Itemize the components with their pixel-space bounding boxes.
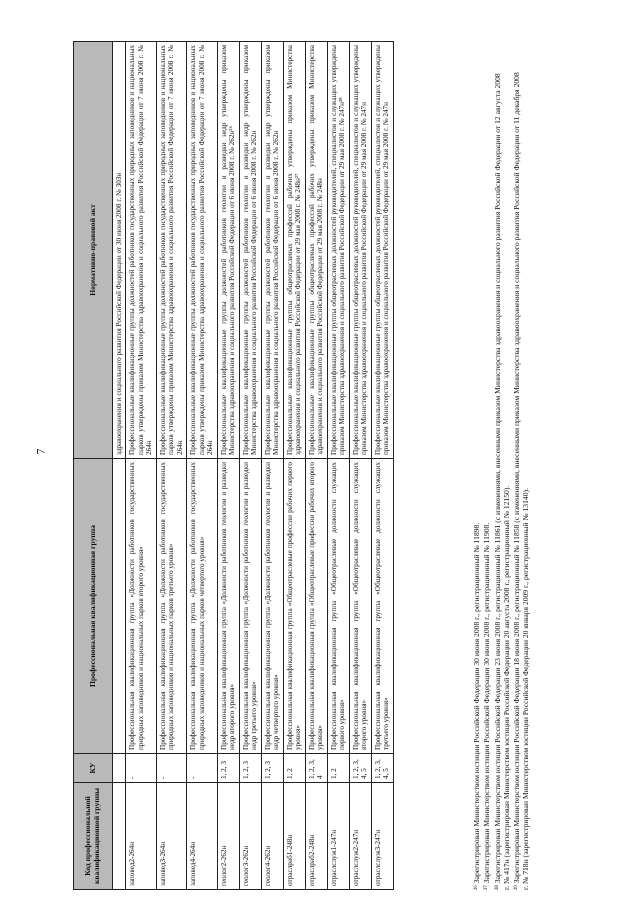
table-row — [113, 42, 126, 890]
table-body — [113, 42, 394, 890]
footnote: ²⁷ Зарегистрирован Министерством юстиции Российской Федерации 30 июня 2008 г., регистрационный № 11908. — [482, 522, 492, 890]
footnote: ²⁹ Зарегистрирован Министерством юстиции Российской Федерации 18 июня 2008 г., регистрационный № 11858 (с изменениями, внесенными приказом Министерства здравоохранения и социального развития Российской Федерации от 11 декабря 2008 г. № 718н (зарегистрирован Министерством юстиции Российской Федерации 20 января 2009 г., регистрационный № 13140). — [512, 72, 531, 890]
row-group: Профессиональная квалификационная группа «Общеотраслевые профессии рабочих второго уровня» — [305, 459, 327, 754]
row-act: Профессиональные квалификационные группы должностей работников геологии и разведки недр утверждены приказом Министерства здравоохранения и социального развития Российской Федерации от 6 июня 2008 г. № 262н — [239, 42, 261, 459]
table-row — [283, 42, 305, 890]
row-level — [113, 754, 126, 783]
row-act: Профессиональные квалификационные группы должностей работников государственных природных заповедников и национальных парков утверждены приказом Министерства здравоохранения и социального развития Российской Федерации от 7 июня 2008 г. № 264н — [156, 42, 186, 459]
row-code: отраслраб1-248н — [283, 783, 305, 890]
table-header-row — [74, 42, 113, 890]
table-row — [126, 42, 156, 890]
row-act: Профессиональные квалификационные группы общеотраслевых должностей руководителей, специалистов и служащих утверждены приказом Министерства здравоохранения и социального развития Российской Федерации от 29 мая 2008 г. № 247н — [371, 42, 393, 459]
row-group: Профессиональная квалификационная группа «Общеотраслевые должности служащих первого уровня» — [327, 459, 349, 754]
row-act: Профессиональные квалификационные группы должностей работников геологии и разведки недр утверждены приказом Министерства здравоохранения и социального развития Российской Федерации от 6 июня 2008 г. № 262н — [261, 42, 283, 459]
row-level: 1, 2, 3 — [217, 754, 239, 783]
row-code: заповед2-264н — [126, 783, 156, 890]
row-group: Профессиональная квалификационная группа «Общеотраслевые профессии рабочих первого уровня» — [283, 459, 305, 754]
row-code: отраслслуж1-247н — [327, 783, 349, 890]
row-code: геолог3-262н — [239, 783, 261, 890]
row-level: 1, 2, 3 — [261, 754, 283, 783]
row-act: Профессиональные квалификационные группы должностей работников геологии и разведки недр утверждены приказом Министерства здравоохранения и социального развития Российской Федерации от 6 июня 2008 г. № 262н²⁶ — [217, 42, 239, 459]
row-act: Профессиональные квалификационные группы должностей работников государственных природных заповедников и национальных парков утверждены приказом Министерства здравоохранения и социального развития Российской Федерации от 7 июня 2008 г. № 264н — [126, 42, 156, 459]
row-code: геолог2-262н — [217, 783, 239, 890]
row-group: Профессиональная квалификационная группа «Должности работников геологии и разведки недр второго уровня» — [217, 459, 239, 754]
row-code: отраслраб2-248н — [305, 783, 327, 890]
table-row — [349, 42, 371, 890]
row-level: - — [187, 754, 217, 783]
row-level: 1, 2, 3, 4 — [305, 754, 327, 783]
table-row — [261, 42, 283, 890]
qualification-groups-table — [73, 41, 394, 890]
header-code: Код профессиональной квалификационной группы — [74, 783, 113, 890]
header-act: Нормативно-правовой акт — [74, 42, 113, 459]
row-act: Профессиональные квалификационные группы общеотраслевых профессий рабочих утверждены приказом Министерства здравоохранения и социального развития Российской Федерации от 29 мая 2008 г. № 248н — [305, 42, 327, 459]
row-group — [113, 459, 126, 754]
header-level: КУ — [74, 754, 113, 783]
footnotes — [472, 70, 532, 890]
row-code: отраслслуж2-247н — [349, 783, 371, 890]
table-row — [327, 42, 349, 890]
row-level: 1, 2, 3, 4, 5 — [371, 754, 393, 783]
row-code: заповед3-264н — [156, 783, 186, 890]
row-act: Профессиональные квалификационные группы общеотраслевых профессий рабочих утверждены приказом Министерства здравоохранения и социального развития Российской Федерации от 29 мая 2008 г. № 248н²⁷ — [283, 42, 305, 459]
row-level: 1, 2 — [327, 754, 349, 783]
row-code: заповед4-264н — [187, 783, 217, 890]
row-act: Профессиональные квалификационные группы общеотраслевых должностей руководителей, специалистов и служащих утверждены приказом Министерства здравоохранения и социального развития Российской Федерации от 29 мая 2008 г. № 247н²⁸ — [327, 42, 349, 459]
row-code: геолог4-262н — [261, 783, 283, 890]
row-level: - — [156, 754, 186, 783]
rotated-page — [8, 40, 608, 895]
table-row — [371, 42, 393, 890]
table-row — [305, 42, 327, 890]
row-level: 1, 2 — [283, 754, 305, 783]
row-code: отраслслуж3-247н — [371, 783, 393, 890]
table-row — [156, 42, 186, 890]
row-code — [113, 783, 126, 890]
table-row — [239, 42, 261, 890]
row-level: - — [126, 754, 156, 783]
row-act: Профессиональные квалификационные группы общеотраслевых должностей руководителей, специалистов и служащих утверждены приказом Министерства здравоохранения и социального развития Российской Федерации от 29 мая 2008 г. № 247н — [349, 42, 371, 459]
page-number: 7 — [33, 448, 48, 455]
table-row — [187, 42, 217, 890]
footnote: ²⁶ Зарегистрирован Министерством юстиции Российской Федерации 30 июня 2008 г., регистрационный № 11898. — [472, 522, 481, 890]
row-act: здравоохранения и социального развития Российской Федерации от 30 июня 2008 г. № 303н — [113, 42, 126, 459]
header-group: Профессиональная квалификационная группа — [74, 459, 113, 754]
row-group: Профессиональная квалификационная группа «Общеотраслевые должности служащих второго уровня» — [349, 459, 371, 754]
row-level: 1, 2, 3, 4, 5 — [349, 754, 371, 783]
table-row — [217, 42, 239, 890]
row-group: Профессиональная квалификационная группа «Должности работников государственных природных заповедников и национальных парков второго уровня» — [126, 459, 156, 754]
row-group: Профессиональная квалификационная группа «Должности работников государственных природных заповедников и национальных парков третьего уровня» — [156, 459, 186, 754]
footnote: ²⁸ Зарегистрирован Министерством юстиции Российской Федерации 23 июня 2008 г., регистрационный № 11861 (с изменениями, внесенными приказом Министерства здравоохранения и социального развития Российской Федерации от 12 августа 2008 г. № 417н (зарегистрирован Министерством юстиции Российской Федерации 20 августа 2008 г., регистрационный № 12150). — [492, 73, 511, 890]
row-group: Профессиональная квалификационная группа «Должности работников государственных природных заповедников и национальных парков четвертого уровня» — [187, 459, 217, 754]
row-group: Профессиональная квалификационная группа «Общеотраслевые должности служащих третьего уровня» — [371, 459, 393, 754]
row-group: Профессиональная квалификационная группа «Должности работников геологии и разведки недр четвертого уровня» — [261, 459, 283, 754]
row-act: Профессиональные квалификационные группы должностей работников государственных природных заповедников и национальных парков утверждены приказом Министерства здравоохранения и социального развития Российской Федерации от 7 июня 2008 г. № 264н — [187, 42, 217, 459]
row-level: 1, 2, 3 — [239, 754, 261, 783]
row-group: Профессиональная квалификационная группа «Должности работников геологии и разведки недр третьего уровня» — [239, 459, 261, 754]
